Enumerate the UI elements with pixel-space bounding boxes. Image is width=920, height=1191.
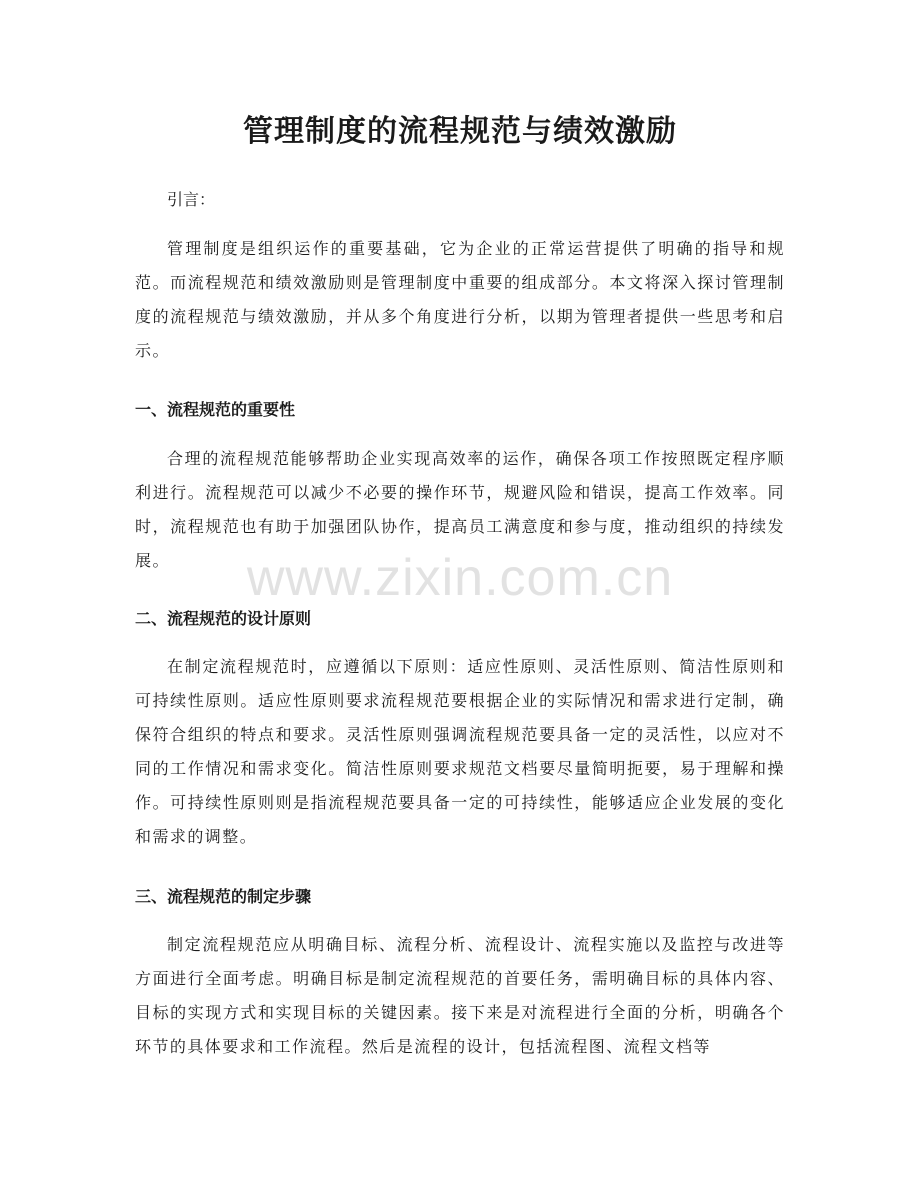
section-paragraph-1: 合理的流程规范能够帮助企业实现高效率的运作，确保各项工作按照既定程序顺利进行。流程规范可以减少不必要的操作环节，规避风险和错误，提高工作效率。同时，流程规范也有助于加强团队协作，提高员工满意度和参与度，推动组织的持续发展。 — [135, 449, 785, 570]
document-title: 管理制度的流程规范与绩效激励 — [243, 114, 677, 149]
intro-paragraph: 管理制度是组织运作的重要基础，它为企业的正常运营提供了明确的指导和规范。而流程规范和绩效激励则是管理制度中重要的组成部分。本文将深入探讨管理制度的流程规范与绩效激励，并从多个角度进行分析，以期为管理者提供一些思考和启示。 — [135, 239, 785, 360]
section-paragraph-3: 制定流程规范应从明确目标、流程分析、流程设计、流程实施以及监控与改进等方面进行全面考虑。明确目标是制定流程规范的首要任务，需明确目标的具体内容、目标的实现方式和实现目标的关键因素。接下来是对流程进行全面的分析，明确各个环节的具体要求和工作流程。然后是流程的设计，包括流程图、流程文档等 — [135, 935, 785, 1056]
section-heading-2: 二、流程规范的设计原则 — [135, 609, 312, 628]
section-heading-1: 一、流程规范的重要性 — [135, 400, 296, 419]
watermark: www.zixin.com.cn — [246, 549, 674, 607]
section-heading-3: 三、流程规范的制定步骤 — [135, 887, 312, 906]
intro-label: 引言： — [167, 190, 216, 209]
section-paragraph-2: 在制定流程规范时，应遵循以下原则：适应性原则、灵活性原则、简洁性原则和可持续性原则。适应性原则要求流程规范要根据企业的实际情况和需求进行定制，确保符合组织的特点和要求。灵活性原则强调流程规范要具备一定的灵活性，以应对不同的工作情况和需求变化。简洁性原则要求规范文档要尽量简明扼要，易于理解和操作。可持续性原则则是指流程规范要具备一定的可持续性，能够适应企业发展的变化和需求的调整。 — [135, 657, 785, 846]
